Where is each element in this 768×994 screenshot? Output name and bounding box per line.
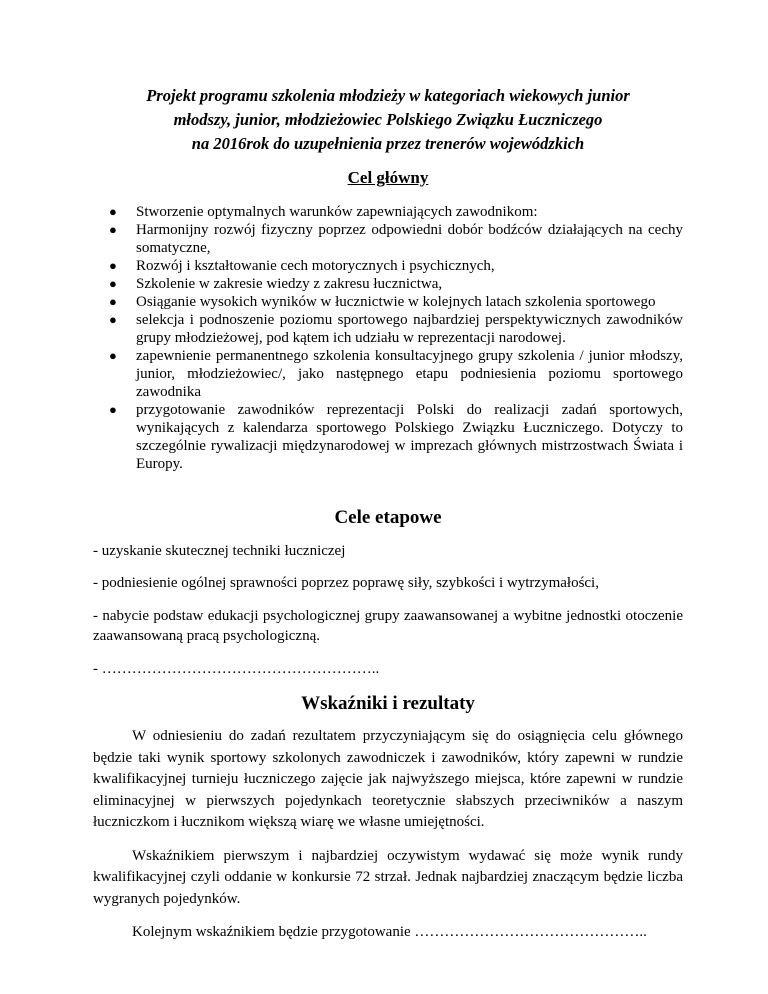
bullet-icon: ● — [109, 204, 117, 219]
indicators-paragraph-1: W odniesieniu do zadań rezultatem przyczyniającym się do osiągnięcia celu głównego będzie taki wynik sportowy szkolonych zawodniczek i zawodników, który zapewni w rundzie kwalifikacyjnej turnieju łuczniczego zajęcie jak najwyższego miejsca, które zapewni w rundzie eliminacyjnej w pierwszych pojedynkach teoretycznie słabszych przeciwników a naszym łuczniczkom i łucznikom większą wiarę we własne umiejętności. — [93, 728, 683, 830]
document-title — [93, 84, 683, 156]
indicators-heading: Wskaźniki i rezultaty — [301, 693, 475, 714]
bullet-icon: ● — [109, 258, 117, 273]
list-item: ● Harmonijny rozwój fizyczny poprzez odpowiedni dobór bodźców działających na cechy somatyczne, — [109, 222, 683, 256]
indicators-paragraph-2: Wskaźnikiem pierwszym i najbardziej oczywistym wydawać się może wynik rundy kwalifikacyjnej czyli oddanie w konkursie 72 strzał. Jednak najbardziej znaczącym będzie liczba wygranych pojedynków. — [93, 847, 683, 907]
bullet-icon: ● — [109, 402, 117, 417]
list-item: ● Osiąganie wysokich wyników w łucznictwie w kolejnych latach szkolenia sportowego — [109, 294, 656, 310]
stage-goal-3: - nabycie podstaw edukacji psychologicznej grupy zaawansowanej a wybitne jednostki otoczenie zaawansowaną pracą psychologiczną. — [93, 608, 683, 644]
list-item: ● zapewnienie permanentnego szkolenia konsultacyjnego grupy szkolenia / junior młodszy, junior, młodzieżowiec/, jako następnego etapu podniesienia poziomu sportowego zawodnika — [109, 348, 683, 400]
stage-goal-4: - ……………………………………………….. — [93, 661, 380, 677]
indicators-paragraph-3: Kolejnym wskaźnikiem będzie przygotowanie ……………………………………….. — [132, 924, 647, 940]
stage-goal-2: - podniesienie ogólnej sprawności poprzez poprawę siły, szybkości i wytrzymałości, — [93, 575, 599, 591]
list-item: ● Szkolenie w zakresie wiedzy z zakresu łucznictwa, — [109, 276, 443, 292]
bullet-icon: ● — [109, 294, 117, 309]
bullet-icon: ● — [109, 312, 117, 327]
bullet-icon: ● — [109, 222, 117, 237]
stage-goals-heading: Cele etapowe — [334, 507, 442, 528]
title-line-1: Projekt programu szkolenia młodzieży w kategoriach wiekowych junior — [146, 86, 630, 105]
main-goal-heading: Cel główny — [347, 168, 429, 187]
list-item: ● Stworzenie optymalnych warunków zapewniających zawodnikom: — [109, 204, 538, 220]
title-line-3: na 2016rok do uzupełnienia przez trenerów wojewódzkich — [191, 134, 585, 153]
list-item: ● selekcja i podnoszenie poziomu sportowego najbardziej perspektywicznych zawodników grupy młodzieżowej, pod kątem ich udziału w reprezentacji narodowej. — [109, 312, 683, 346]
list-item: ● przygotowanie zawodników reprezentacji Polski do realizacji zadań sportowych, wynikających z kalendarza sportowego Polskiego Związku Łuczniczego. Dotyczy to szczególnie rywalizacji międzynarodowej w imprezach głównych mistrzostwach Świata i Europy. — [109, 402, 683, 472]
main-goal-list — [93, 203, 683, 473]
list-item: ● Rozwój i kształtowanie cech motorycznych i psychicznych, — [109, 258, 495, 274]
document-page — [93, 84, 683, 944]
title-line-2: młodszy, junior, młodzieżowiec Polskiego Związku Łuczniczego — [173, 110, 603, 129]
bullet-icon: ● — [109, 348, 117, 363]
stage-goal-1: - uzyskanie skutecznej techniki łuczniczej — [93, 543, 346, 559]
bullet-icon: ● — [109, 276, 117, 291]
